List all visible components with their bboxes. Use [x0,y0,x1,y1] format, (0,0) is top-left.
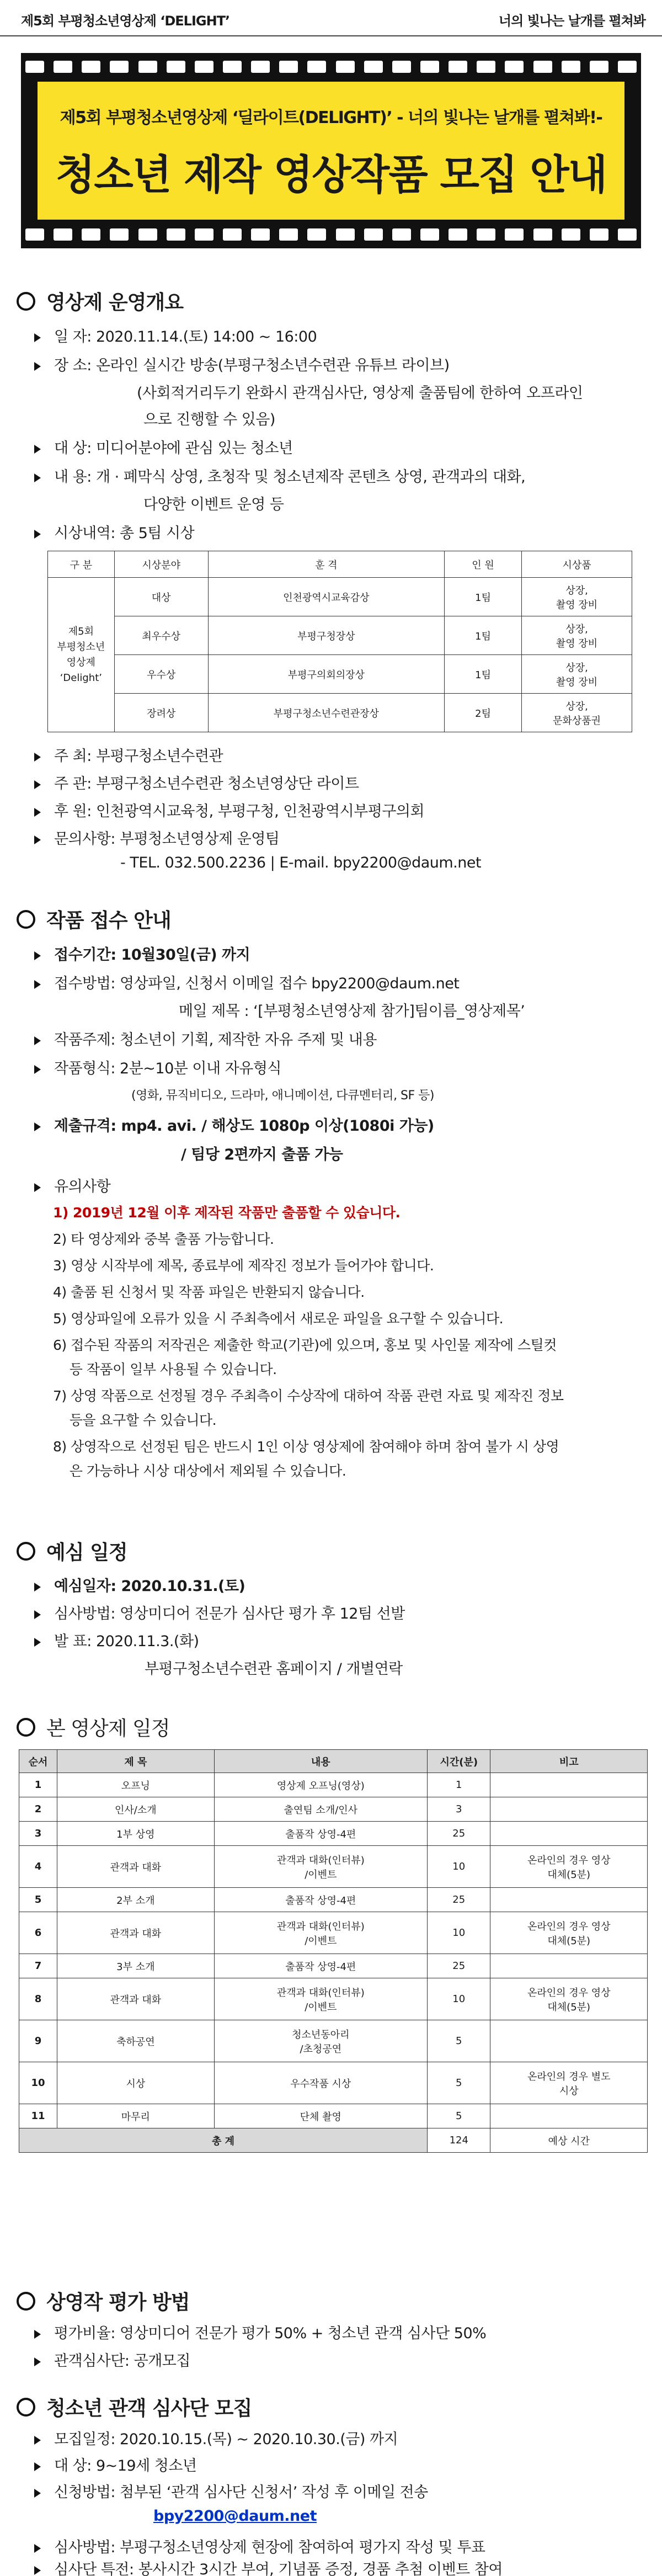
triangle-bullet-icon [34,2462,41,2471]
triangle-bullet-icon [34,2544,41,2553]
schedule-cell: 6 [19,1912,57,1954]
schedule-cell: 청소년동아리 /초청공연 [214,2020,427,2062]
schedule-cell: 영상제 오프닝(영상) [214,1773,427,1797]
eval-judges: 관객심사단: 공개모집 [34,2349,190,2370]
header-right: 너의 빛나는 날개를 펼쳐봐 [498,13,645,29]
schedule-cell: 1 [19,1773,57,1797]
schedule-row [19,1797,648,1822]
schedule-cell: 9 [19,2020,57,2062]
circle-icon [17,2398,35,2417]
schedule-row [19,2062,648,2104]
note-item: 5) 영상파일에 오류가 있을 시 주최측에서 새로운 파일을 요구할 수 있습니다. [53,1311,504,1327]
note-item: 등을 요구할 수 있습니다. [53,1412,217,1428]
schedule-table [19,1749,648,2153]
schedule-cell: 7 [19,1954,57,1978]
awards-header: 인 원 [444,551,521,578]
schedule-header: 순서 [19,1750,57,1773]
schedule-cell [490,2020,648,2062]
awards-header: 시상품 [522,551,632,578]
section-overview-title: 영상제 운영개요 [17,287,183,315]
prelim-announce-2: 부평구청소년수련관 홈페이지 / 개별연락 [145,1660,403,1678]
triangle-bullet-icon [34,2357,41,2366]
schedule-cell: 4 [19,1846,57,1888]
eval-ratio: 평가비율: 영상미디어 전문가 평가 50% + 청소년 관객 심사단 50% [34,2321,486,2343]
triangle-bullet-icon [34,980,41,989]
schedule-cell: 출품작 상영-4편 [214,1822,427,1846]
awards-cell: 1팀 [444,655,521,694]
notes-title: 유의사항 [34,1174,110,1196]
schedule-cell: 온라인의 경우 영상 대체(5분) [490,1912,648,1954]
submission-form: 작품형식: 2분~10분 이내 자유형식 [34,1056,281,1078]
overview-place-note-1: (사회적거리두기 완화시 관객심사단, 영상제 출품팀에 한하여 오프라인 [137,385,583,402]
submission-period: 접수기간: 10월30일(금) 까지 [34,943,250,964]
overview-awards: 시상내역: 총 5팀 시상 [34,521,194,542]
schedule-cell: 관객과 대화 [57,1912,214,1954]
awards-cell: 인천광역시교육감상 [208,578,444,616]
awards-cell: 2팀 [444,694,521,732]
overview-contact: 문의사항: 부평청소년영상제 운영팀 [34,827,280,848]
prelim-announce: 발 표: 2020.11.3.(화) [34,1629,199,1651]
judges-target: 대 상: 9~19세 청소년 [34,2453,197,2475]
note-item: 8) 상영작으로 선정된 팀은 반드시 1인 이상 영상제에 참여해야 하며 참여 불가 시 상영 [53,1439,559,1455]
schedule-total-row [19,2128,648,2153]
schedule-cell [490,1773,648,1797]
schedule-cell: 5 [428,2062,490,2104]
awards-cell: 최우수상 [114,616,208,655]
section-judges-title: 청소년 관객 심사단 모집 [17,2393,252,2421]
overview-date: 일 자: 2020.11.14.(토) 14:00 ~ 16:00 [34,324,317,346]
schedule-cell: 3부 소개 [57,1954,214,1978]
triangle-bullet-icon [34,1065,41,1074]
schedule-cell: 2 [19,1797,57,1822]
schedule-cell [490,1797,648,1822]
awards-cell: 부평구청장상 [208,616,444,655]
schedule-cell [490,2104,648,2128]
schedule-cell: 3 [428,1797,490,1822]
schedule-row [19,1888,648,1912]
triangle-bullet-icon [34,1183,41,1192]
schedule-cell: 관객과 대화(인터뷰) /이벤트 [214,1846,427,1888]
section-evaluation-title: 상영작 평가 방법 [17,2287,190,2315]
circle-icon [17,1542,35,1561]
schedule-cell: 5 [428,2104,490,2128]
schedule-cell: 관객과 대화(인터뷰) /이벤트 [214,1978,427,2020]
schedule-cell: 출품작 상영-4편 [214,1888,427,1912]
schedule-cell: 1부 상영 [57,1822,214,1846]
schedule-total-label: 총 계 [19,2128,428,2153]
circle-icon [17,910,35,929]
schedule-header: 비고 [490,1750,648,1773]
film-banner [21,53,641,248]
schedule-cell: 10 [19,2062,57,2104]
note-item: 6) 접수된 작품의 저작권은 제출한 학교(기관)에 있으며, 홍보 및 사인물 제작에 스틸컷 [53,1337,557,1353]
schedule-cell: 11 [19,2104,57,2128]
banner-subtitle: 제5회 부평청소년영상제 ‘딜라이트(DELIGHT)’ - 너의 빛나는 날개를 펼쳐봐!- [60,108,602,127]
schedule-row [19,1954,648,1978]
schedule-cell: 10 [428,1846,490,1888]
schedule-cell: 10 [428,1978,490,2020]
awards-cell: 1팀 [444,616,521,655]
note-item: 2) 타 영상제와 중복 출품 가능합니다. [53,1231,274,1247]
submission-method: 접수방법: 영상파일, 신청서 이메일 접수 bpy2200@daum.net [34,971,459,993]
triangle-bullet-icon [34,362,41,371]
triangle-bullet-icon [34,473,41,482]
schedule-row [19,1912,648,1954]
note-item: 4) 출품 된 신청서 및 작품 파일은 반환되지 않습니다. [53,1284,365,1300]
judges-apply: 신청방법: 첨부된 ‘관객 심사단 신청서’ 작성 후 이메일 전송 [34,2480,428,2502]
overview-content-2: 다양한 이벤트 운영 등 [143,496,284,513]
awards-cell: 상장, 촬영 장비 [522,616,632,655]
overview-place: 장 소: 온라인 실시간 방송(부평구청소년수련관 유튜브 라이브) [34,353,450,375]
triangle-bullet-icon [34,835,41,844]
schedule-cell: 1 [428,1773,490,1797]
schedule-cell: 마무리 [57,2104,214,2128]
banner-title: 청소년 제작 영상작품 모집 안내 [55,151,607,199]
submission-form-2: (영화, 뮤직비디오, 드라마, 애니메이션, 다큐멘터리, SF 등) [131,1089,435,1103]
triangle-bullet-icon [34,2489,41,2498]
schedule-cell: 관객과 대화 [57,1846,214,1888]
schedule-row [19,2104,648,2128]
schedule-cell: 온라인의 경우 별도 시상 [490,2062,648,2104]
awards-cell: 부평구청소년수련관장상 [208,694,444,732]
note-item: 7) 상영 작품으로 선정될 경우 주최측이 수상작에 대하여 작품 관련 자료 및 제작진 정보 [53,1388,564,1404]
schedule-cell: 온라인의 경우 영상 대체(5분) [490,1978,648,2020]
triangle-bullet-icon [34,445,41,454]
schedule-cell: 인사/소개 [57,1797,214,1822]
triangle-bullet-icon [34,333,41,342]
circle-icon [17,2292,35,2311]
section-schedule-title: 본 영상제 일정 [17,1713,170,1741]
schedule-cell: 5 [19,1888,57,1912]
schedule-cell: 온라인의 경우 영상 대체(5분) [490,1846,648,1888]
triangle-bullet-icon [34,1122,41,1131]
awards-cell: 상장, 촬영 장비 [522,578,632,616]
schedule-cell: 시상 [57,2062,214,2104]
film-perforations-bottom [25,228,637,241]
overview-place-note-2: 으로 진행할 수 있음) [143,411,275,428]
judges-period: 모집일정: 2020.10.15.(목) ~ 2020.10.30.(금) 까지 [34,2427,398,2449]
schedule-row [19,1773,648,1797]
prelim-method: 심사방법: 영상미디어 전문가 심사단 평가 후 12팀 선발 [34,1601,405,1623]
section-preliminary-title: 예심 일정 [17,1537,127,1565]
schedule-row [19,1846,648,1888]
awards-cell: 부평구의회의장상 [208,655,444,694]
triangle-bullet-icon [34,1583,41,1592]
submission-spec: 제출규격: mp4. avi. / 해상도 1080p 이상(1080i 가능) [34,1114,434,1135]
note-item: 등 작품이 일부 사용될 수 있습니다. [53,1361,277,1377]
schedule-cell: 관객과 대화(인터뷰) /이벤트 [214,1912,427,1954]
triangle-bullet-icon [34,808,41,817]
header-left: 제5회 부평청소년영상제 ‘DELIGHT’ [21,13,230,29]
schedule-row [19,2020,648,2062]
triangle-bullet-icon [34,1610,41,1619]
triangle-bullet-icon [34,1638,41,1647]
schedule-header: 시간(분) [428,1750,490,1773]
schedule-cell: 오프닝 [57,1773,214,1797]
schedule-cell: 10 [428,1912,490,1954]
schedule-cell: 우수작품 시상 [214,2062,427,2104]
top-bar [0,0,662,36]
section-submission-title: 작품 접수 안내 [17,905,171,933]
judges-benefit: 심사단 특전: 봉사시간 3시간 부여, 기념품 증정, 경품 추첨 이벤트 참여 [34,2557,503,2576]
schedule-cell: 8 [19,1978,57,2020]
schedule-cell: 관객과 대화 [57,1978,214,2020]
schedule-cell: 2부 소개 [57,1888,214,1912]
schedule-cell [490,1888,648,1912]
schedule-cell: 출품작 상영-4편 [214,1954,427,1978]
note-item: 1) 2019년 12월 이후 제작된 작품만 출품할 수 있습니다. [53,1205,401,1221]
awards-header: 훈 격 [208,551,444,578]
awards-cell: 상장, 문화상품권 [522,694,632,732]
schedule-cell: 출연팀 소개/인사 [214,1797,427,1822]
triangle-bullet-icon [34,2330,41,2339]
circle-icon [17,1718,35,1737]
schedule-cell: 25 [428,1888,490,1912]
awards-cell: 장려상 [114,694,208,732]
schedule-row [19,1822,648,1846]
submission-method-2: 메일 제목 : ‘[부평청소년영상제 참가]팀이름_영상제목’ [179,1003,525,1020]
overview-sponsor: 후 원: 인천광역시교육청, 부평구청, 인천광역시부평구의회 [34,799,424,821]
overview-org: 주 관: 부평구청소년수련관 청소년영상단 라이트 [34,771,359,793]
overview-content: 내 용: 개 · 폐막식 상영, 초청작 및 청소년제작 콘텐츠 상영, 관객과의 대화, [34,465,525,486]
triangle-bullet-icon [34,753,41,762]
schedule-cell: 3 [19,1822,57,1846]
prelim-date: 예심일자: 2020.10.31.(토) [34,1574,245,1595]
awards-cell: 우수상 [114,655,208,694]
schedule-header: 제 목 [57,1750,214,1773]
schedule-cell: 축하공연 [57,2020,214,2062]
awards-cell: 1팀 [444,578,521,616]
schedule-row [19,1978,648,2020]
banner-panel [38,82,624,220]
triangle-bullet-icon [34,1036,41,1045]
schedule-total-note: 예상 시간 [490,2128,648,2153]
note-item: 은 가능하나 시상 대상에서 제외될 수 있습니다. [53,1463,346,1479]
awards-header: 구 분 [48,551,115,578]
overview-target: 대 상: 미디어분야에 관심 있는 청소년 [34,436,293,457]
awards-header: 시상분야 [114,551,208,578]
awards-cell: 대상 [114,578,208,616]
triangle-bullet-icon [34,2436,41,2445]
circle-icon [17,292,35,311]
schedule-cell: 25 [428,1822,490,1846]
awards-cell: 상장, 촬영 장비 [522,655,632,694]
schedule-header: 내용 [214,1750,427,1773]
judges-method: 심사방법: 부평구청소년영상제 현장에 참여하여 평가지 작성 및 투표 [34,2535,485,2557]
triangle-bullet-icon [34,780,41,789]
submission-theme: 작품주제: 청소년이 기획, 제작한 자유 주제 및 내용 [34,1028,377,1049]
triangle-bullet-icon [34,2566,41,2575]
schedule-cell [490,1954,648,1978]
schedule-cell: 5 [428,2020,490,2062]
schedule-cell [490,1822,648,1846]
awards-group: 제5회 부평청소년 영상제 ‘Delight’ [48,578,115,732]
schedule-cell: 25 [428,1954,490,1978]
note-item: 3) 영상 시작부에 제목, 종료부에 제작진 정보가 들어가야 합니다. [53,1258,434,1274]
schedule-total-value: 124 [428,2128,490,2153]
submission-spec-2: / 팀당 2편까지 출품 가능 [181,1146,343,1163]
overview-host: 주 최: 부평구청소년수련관 [34,744,223,765]
triangle-bullet-icon [34,951,41,960]
judges-email-link[interactable]: bpy2200@daum.net [153,2508,317,2525]
triangle-bullet-icon [34,530,41,539]
film-perforations-top [25,61,637,73]
overview-contact-2: - TEL. 032.500.2236 | E-mail. bpy2200@daum.net [120,854,482,871]
awards-table [47,551,632,732]
schedule-cell: 단체 촬영 [214,2104,427,2128]
